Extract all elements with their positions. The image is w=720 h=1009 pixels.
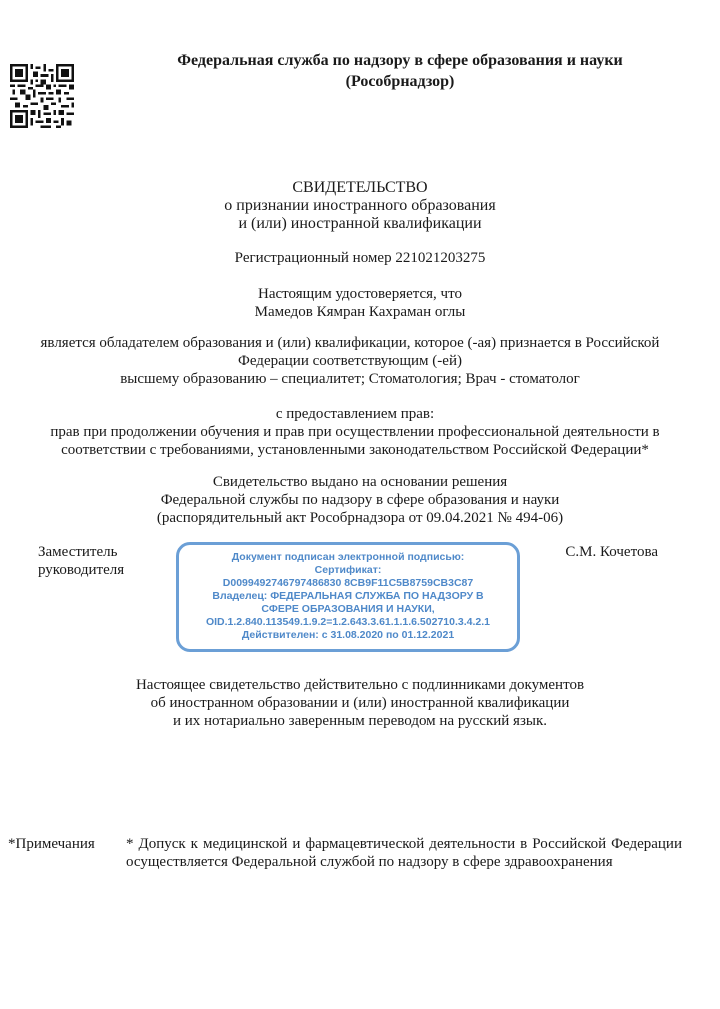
issuer-name: Федеральная служба по надзору в сфере образования и науки — [177, 52, 623, 69]
rights-block — [20, 405, 690, 459]
title-sub-2: и (или) иностранной квалификации — [238, 215, 482, 232]
stamp-line-4: Владелец: ФЕДЕРАЛЬНАЯ СЛУЖБА ПО НАДЗОРУ В — [212, 590, 484, 602]
validity-line-3: и их нотариально заверенным переводом на русский язык. — [172, 713, 548, 729]
basis-line-3: (распорядительный акт Рособрнадзора от 09.04.2021 № 494-06) — [156, 510, 564, 526]
recognition-line-3: высшему образованию – специалитет; Стоматология; Врач - стоматолог — [120, 371, 580, 387]
certificate-title — [0, 179, 720, 233]
stamp-line-6: OID.1.2.840.113549.1.9.2=1.2.643.3.61.1.1.6.502710.3.4.2.1 — [205, 616, 491, 628]
stamp-line-5: СФЕРЕ ОБРАЗОВАНИЯ И НАУКИ, — [261, 603, 435, 615]
position-line-1: Заместитель — [38, 544, 118, 560]
stamp-line-1: Документ подписан электронной подписью: — [231, 551, 465, 563]
validity-block — [0, 676, 720, 730]
stamp-line-7: Действителен: с 31.08.2020 по 01.12.2021 — [241, 629, 455, 641]
issuer-header — [80, 50, 720, 92]
position-line-2: руководителя — [38, 562, 125, 578]
holder-name: Мамедов Кямран Кахраман оглы — [254, 304, 466, 320]
recognition-line-1: является обладателем образования и (или) квалификации, которое (-ая) признается в Российской — [40, 335, 660, 351]
title-main: СВИДЕТЕЛЬСТВО — [292, 179, 428, 196]
stamp-line-3: D0099492746797486830 8CB9F11C5B8759CB3C87 — [222, 577, 474, 589]
notes-label: *Примечания — [8, 836, 95, 852]
rights-line-3: соответствии с требованиями, установленными законодательством Российской Федерации* — [61, 442, 649, 458]
validity-line-2: об иностранном образовании и (или) иностранной квалификации — [150, 695, 570, 711]
issuer-abbr: (Рособрнадзор) — [345, 73, 455, 90]
signer-name: С.М. Кочетова — [565, 544, 658, 560]
signer-position — [38, 543, 124, 579]
recognition-line-2: Федерации соответствующим (-ей) — [238, 353, 462, 369]
electronic-signature-stamp — [176, 542, 520, 652]
basis-line-1: Свидетельство выдано на основании решения — [212, 474, 508, 490]
notes-text: * Допуск к медицинской и фармацевтической деятельности в Российской Федерации осуществляется Федеральной службой по надзору в сфере здравоохранения — [126, 836, 682, 870]
recognition-block — [10, 334, 690, 388]
basis-block — [0, 473, 720, 527]
certifies-text: Настоящим удостоверяется, что — [258, 286, 462, 302]
validity-line-1: Настоящее свидетельство действительно с подлинниками документов — [135, 677, 585, 693]
registration-number: Регистрационный номер 221021203275 — [234, 250, 486, 266]
rights-line-2: прав при продолжении обучения и прав при осуществлении профессиональной деятельности в — [50, 424, 660, 440]
stamp-line-2: Сертификат: — [314, 564, 382, 576]
rights-line-1: с предоставлением прав: — [275, 406, 435, 422]
certifies-block — [0, 285, 720, 321]
qr-code — [10, 64, 74, 128]
basis-line-2: Федеральной службы по надзору в сфере образования и науки — [160, 492, 560, 508]
title-sub-1: о признании иностранного образования — [224, 197, 496, 214]
